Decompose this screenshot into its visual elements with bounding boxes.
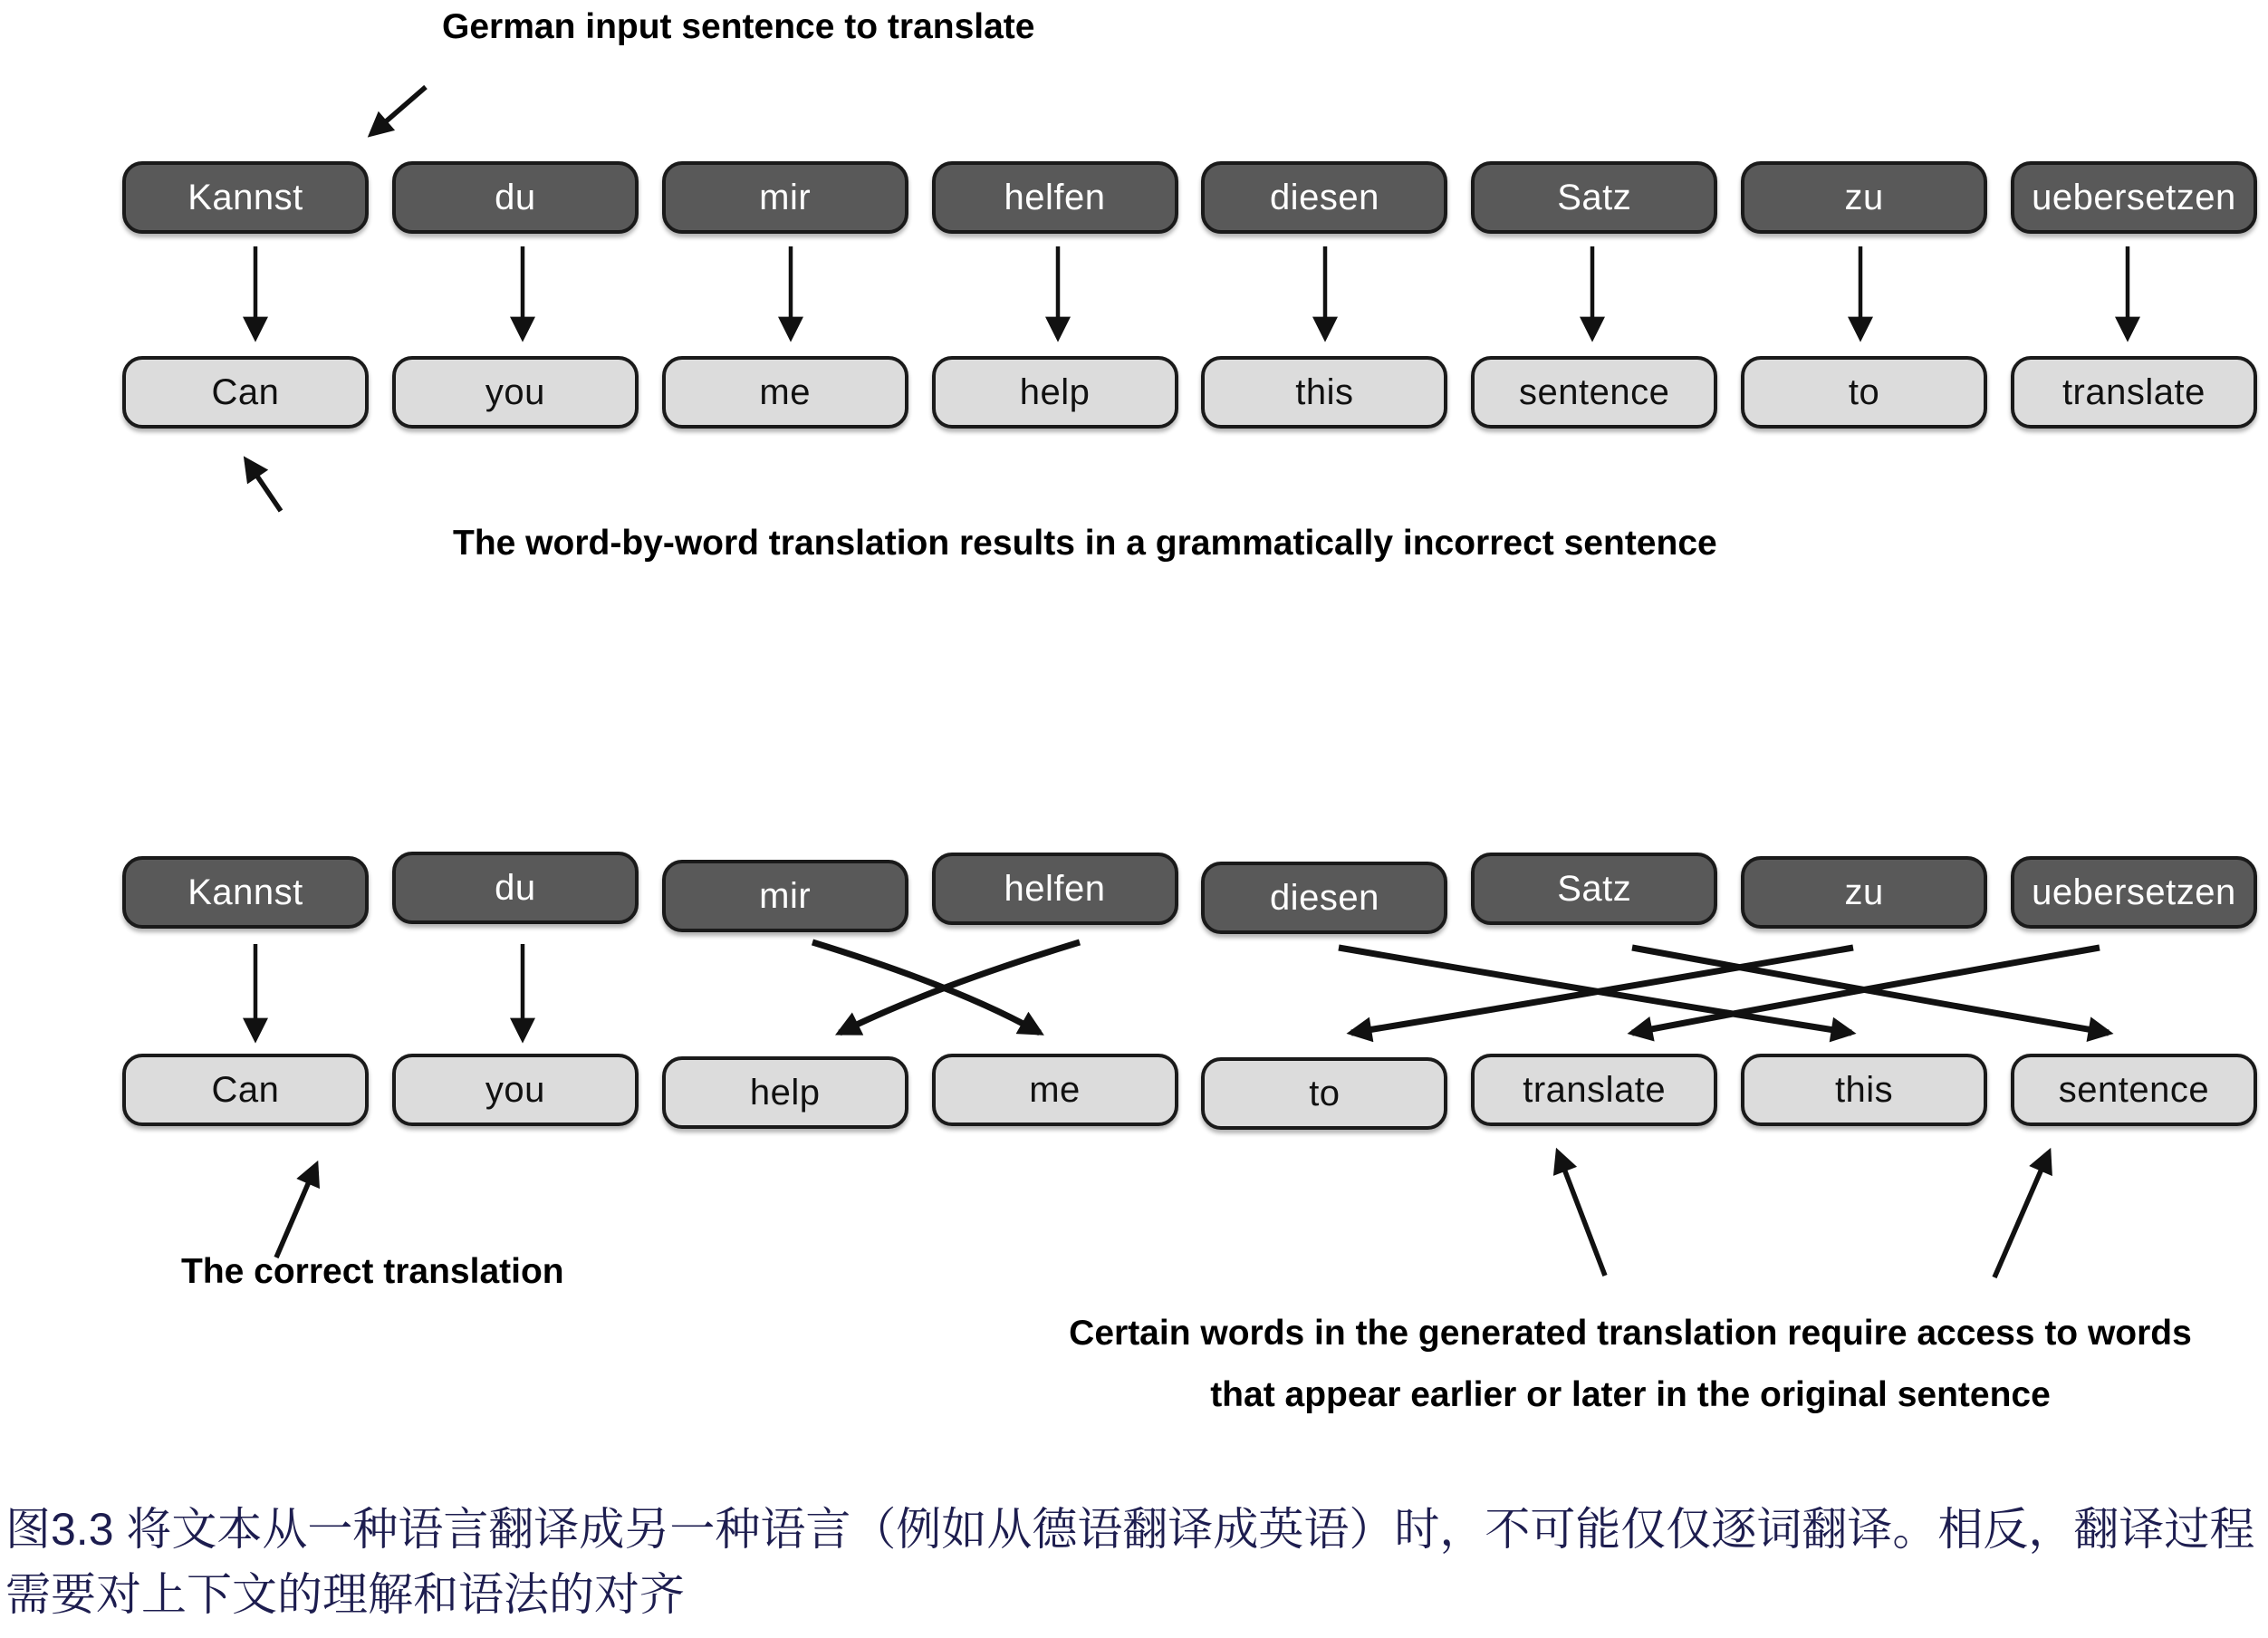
german-word-box: zu xyxy=(1741,856,1987,929)
arrow-diesen-this xyxy=(1339,948,1851,1033)
incorrect-sentence-annotation: The word-by-word translation results in a grammatically incorrect sentence xyxy=(453,524,1717,563)
german-word-box: helfen xyxy=(932,161,1178,234)
german-word-box: diesen xyxy=(1201,862,1447,934)
german-word-box: Satz xyxy=(1471,161,1717,234)
german-word-box: diesen xyxy=(1201,161,1447,234)
english-word-box: me xyxy=(932,1054,1178,1126)
english-word-box: to xyxy=(1741,356,1987,429)
german-word-box: helfen xyxy=(932,853,1178,925)
german-word-box: Kannst xyxy=(122,856,369,929)
english-word-box: translate xyxy=(1471,1054,1717,1126)
english-word-box: to xyxy=(1201,1057,1447,1130)
english-word-box: Can xyxy=(122,356,369,429)
english-word-box: help xyxy=(932,356,1178,429)
d2-german-row xyxy=(122,856,2257,929)
english-word-box: sentence xyxy=(2011,1054,2257,1126)
context-annotation-line2: that appear earlier or later in the original sentence xyxy=(1210,1375,2051,1414)
english-word-box: you xyxy=(392,356,639,429)
german-word-box: mir xyxy=(662,860,908,932)
english-word-box: sentence xyxy=(1471,356,1717,429)
incorrect-sentence-annotation-arrow xyxy=(246,460,281,511)
d1-english-row xyxy=(122,356,2257,429)
arrow-zu-to xyxy=(1351,948,1853,1033)
german-word-box: zu xyxy=(1741,161,1987,234)
german-word-box: uebersetzen xyxy=(2011,161,2257,234)
word-by-word-arrows xyxy=(255,246,2128,337)
correct-translation-annotation: The correct translation xyxy=(181,1252,564,1291)
d1-german-row xyxy=(122,161,2257,234)
arrow-uebersetzen-translate xyxy=(1632,948,2100,1033)
context-annotation-arrow-translate xyxy=(1558,1152,1605,1276)
context-annotation-line1: Certain words in the generated translation require access to words xyxy=(1069,1314,2192,1353)
german-word-box: uebersetzen xyxy=(2011,856,2257,929)
german-word-box: mir xyxy=(662,161,908,234)
crossing-alignment-arrows xyxy=(812,942,2109,1033)
correct-translation-annotation-arrow xyxy=(276,1165,316,1257)
d2-english-row xyxy=(122,1054,2257,1126)
english-word-box: this xyxy=(1201,356,1447,429)
context-annotation-arrow-sentence xyxy=(1994,1152,2049,1277)
german-word-box: Kannst xyxy=(122,161,369,234)
german-word-box: Satz xyxy=(1471,853,1717,925)
arrow-satz-sentence xyxy=(1632,948,2109,1033)
english-word-box: translate xyxy=(2011,356,2257,429)
english-word-box: help xyxy=(662,1056,908,1129)
german-word-box: du xyxy=(392,161,639,234)
english-word-box: this xyxy=(1741,1054,1987,1126)
aligned-straight-arrows xyxy=(255,944,523,1038)
english-word-box: Can xyxy=(122,1054,369,1126)
figure-caption: 图3.3 将文本从一种语言翻译成另一种语言（例如从德语翻译成英语）时，不可能仅仅逐词翻译。相反，翻译过程需要对上下文的理解和语法的对齐 xyxy=(5,1504,2255,1620)
german-input-annotation-arrow xyxy=(371,87,426,134)
german-word-box: du xyxy=(392,852,639,924)
english-word-box: you xyxy=(392,1054,639,1126)
english-word-box: me xyxy=(662,356,908,429)
arrow-helfen-help xyxy=(840,942,1080,1033)
arrow-mir-me xyxy=(812,942,1040,1033)
german-input-annotation: German input sentence to translate xyxy=(442,7,1035,46)
